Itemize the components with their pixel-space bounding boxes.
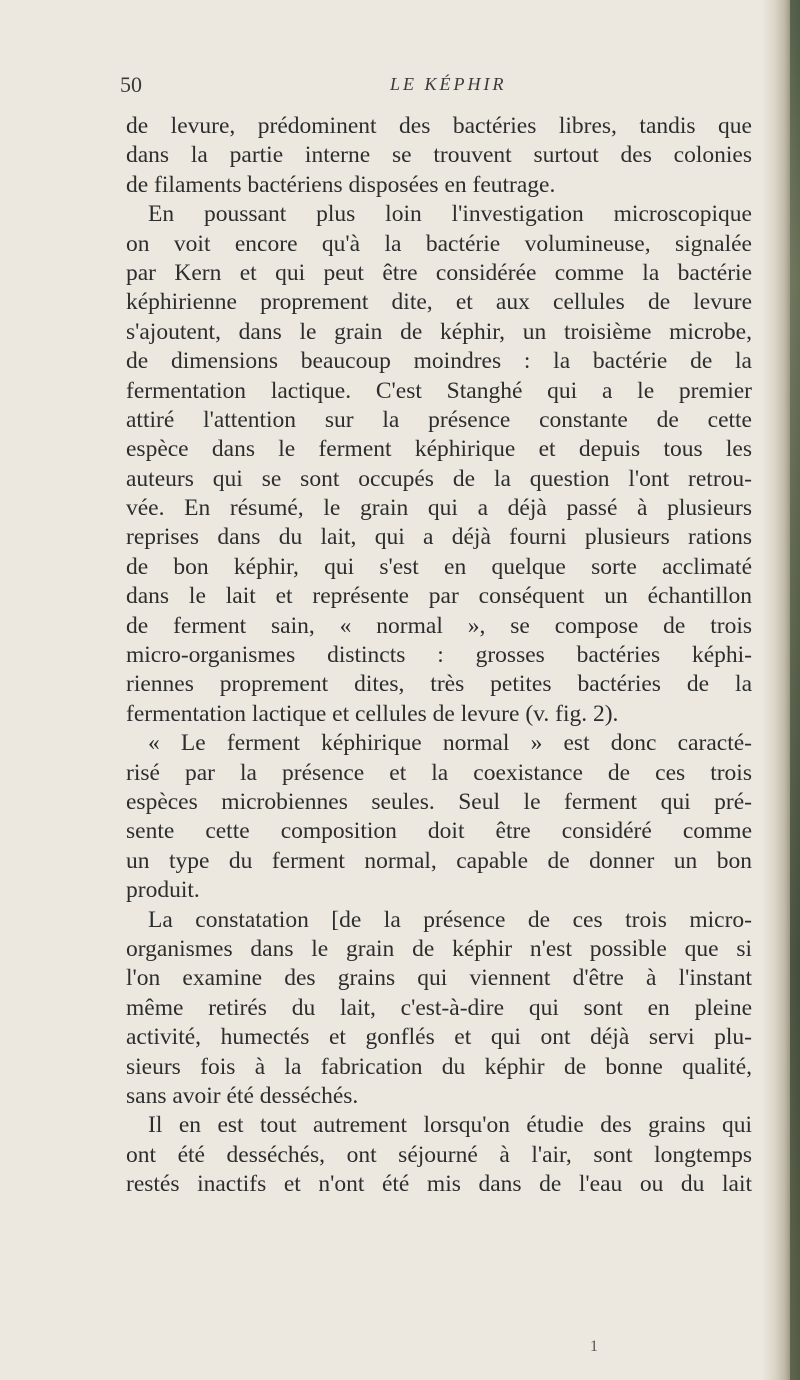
text-line: espèce dans le ferment képhirique et depuis tous les xyxy=(126,436,752,463)
page-number: 50 xyxy=(120,72,142,97)
text-line: La constatation [de la présence de ces trois micro- xyxy=(148,906,752,933)
text-line: sans avoir été desséchés. xyxy=(126,1082,359,1109)
text-line: même retirés du lait, c'est-à-dire qui sont en pleine xyxy=(126,994,752,1021)
text-line: Il en est tout autrement lorsqu'on étudie des grains qui xyxy=(148,1112,752,1139)
text-line: riennes proprement dites, très petites bactéries de la xyxy=(126,671,752,698)
text-line: sente cette composition doit être considéré comme xyxy=(126,818,752,845)
text-line: risé par la présence et la coexistance de ces trois xyxy=(126,759,752,786)
text-line: fermentation lactique. C'est Stanghé qui a le premier xyxy=(126,377,752,404)
text-line: organismes dans le grain de képhir n'est possible que si xyxy=(126,935,752,962)
text-line: attiré l'attention sur la présence constante de cette xyxy=(126,406,752,433)
text-line: képhirienne proprement dite, et aux cellules de levure xyxy=(126,289,752,316)
page-edge-binding xyxy=(790,0,800,1380)
text-line: fermentation lactique et cellules de levure (v. fig. 2). xyxy=(126,700,619,727)
text-line: l'on examine des grains qui viennent d'être à l'instant xyxy=(126,965,752,992)
text-line: de ferment sain, « normal », se compose de trois xyxy=(126,612,752,639)
text-line: on voit encore qu'à la bactérie volumineuse, signalée xyxy=(126,230,752,257)
footer-mark: 1 xyxy=(590,1338,598,1355)
text-line: restés inactifs et n'ont été mis dans de l'eau ou du lait xyxy=(126,1171,752,1198)
text-line: de dimensions beaucoup moindres : la bactérie de la xyxy=(126,348,752,375)
running-head: LE KÉPHIR xyxy=(390,74,507,94)
text-line: dans le lait et représente par conséquent un échantillon xyxy=(126,583,752,610)
text-line: vée. En résumé, le grain qui a déjà passé à plusieurs xyxy=(126,495,752,522)
text-line: un type du ferment normal, capable de donner un bon xyxy=(126,847,752,874)
text-line: sieurs fois à la fabrication du képhir de bonne qualité, xyxy=(126,1053,752,1080)
text-line: En poussant plus loin l'investigation microscopique xyxy=(148,201,752,228)
text-line: de levure, prédominent des bactéries libres, tandis que xyxy=(126,113,752,139)
text-line: activité, humectés et gonflés et qui ont déjà servi plu- xyxy=(126,1024,752,1051)
text-line: s'ajoutent, dans le grain de képhir, un troisième microbe, xyxy=(126,318,752,345)
text-line: « Le ferment képhirique normal » est donc caracté- xyxy=(148,730,752,757)
text-line: espèces microbiennes seules. Seul le ferment qui pré- xyxy=(126,788,752,815)
text-line: micro-organismes distincts : grosses bactéries képhi- xyxy=(126,642,752,669)
text-line: par Kern et qui peut être considérée comme la bactérie xyxy=(126,259,752,286)
text-line: de bon képhir, qui s'est en quelque sorte acclimaté xyxy=(126,553,752,580)
text-line: reprises dans du lait, qui a déjà fourni plusieurs rations xyxy=(126,524,752,551)
text-line: produit. xyxy=(126,877,200,904)
text-line: de filaments bactériens disposées en feutrage. xyxy=(126,171,556,198)
text-line: auteurs qui se sont occupés de la question l'ont retrou- xyxy=(126,465,752,492)
text-line: ont été desséchés, ont séjourné à l'air, sont longtemps xyxy=(126,1141,752,1168)
text-line: dans la partie interne se trouvent surtout des colonies xyxy=(126,142,752,169)
body-text xyxy=(126,112,752,1199)
page-header xyxy=(120,72,748,102)
